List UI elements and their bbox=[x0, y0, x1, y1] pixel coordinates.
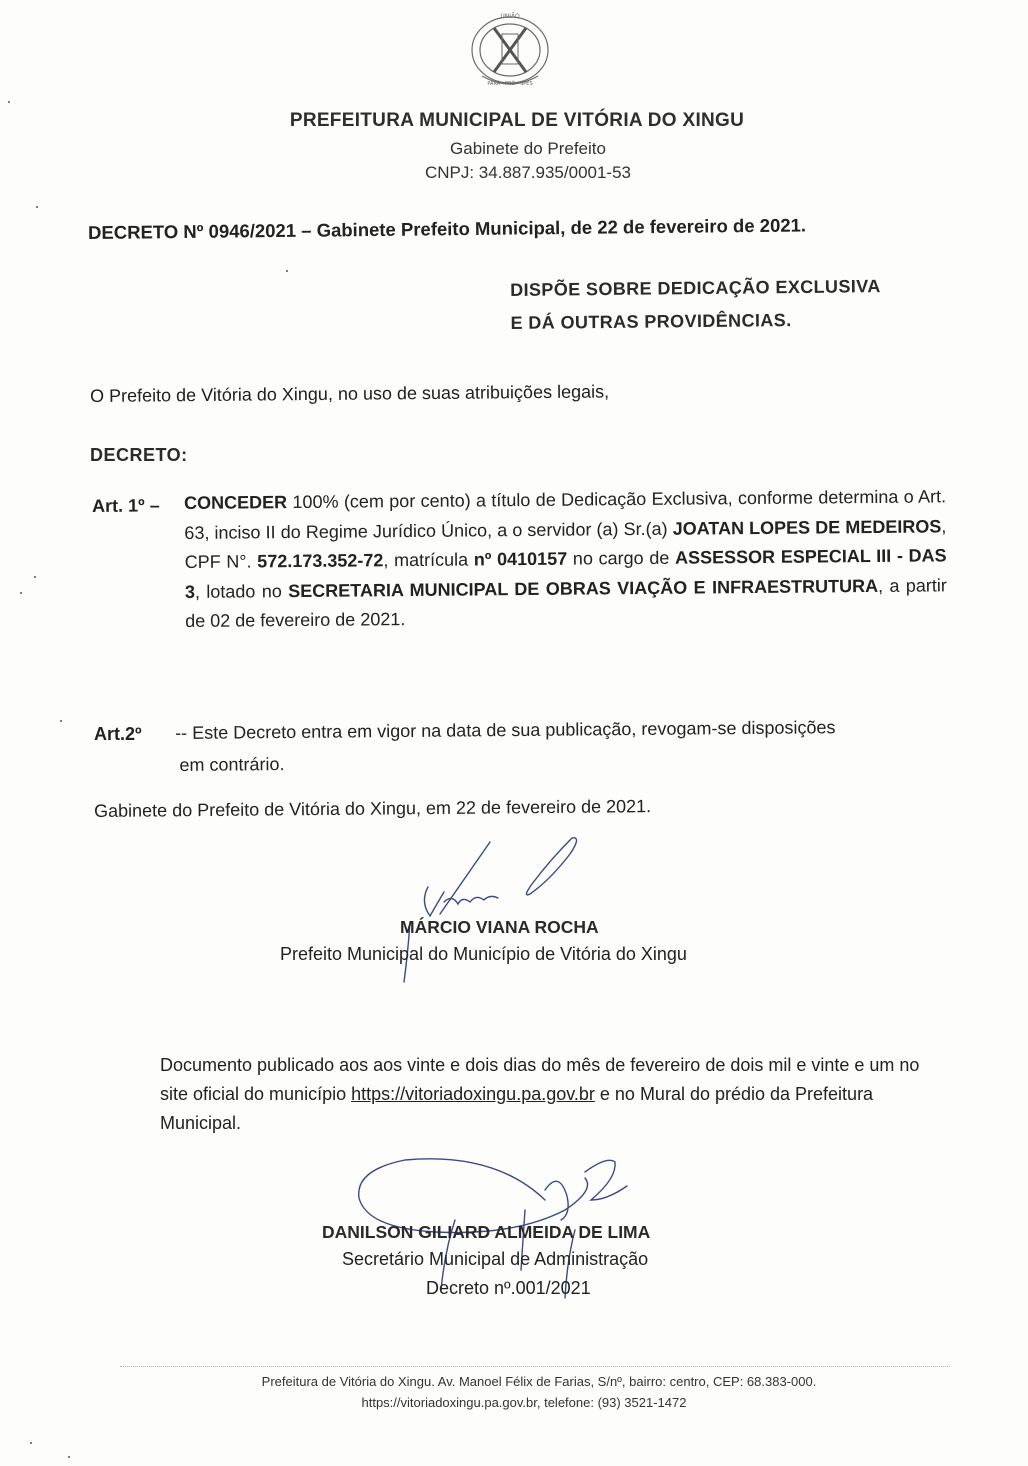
art1-verb: CONCEDER bbox=[184, 492, 288, 513]
signer-name: DANILSON GILIARD ALMEIDA DE LIMA bbox=[322, 1222, 651, 1242]
decreto-label: DECRETO: bbox=[90, 445, 188, 465]
ementa-line: DISPÕE SOBRE DEDICAÇÃO EXCLUSIVA bbox=[510, 276, 881, 300]
servant-secretaria: SECRETARIA MUNICIPAL DE OBRAS VIAÇÃO E INFRAESTRUTURA bbox=[288, 575, 879, 601]
art2-text-line: em contrário. bbox=[179, 754, 285, 775]
footer-contact: https://vitoriadoxingu.pa.gov.br, telefone: (93) 3521-1472 bbox=[361, 1395, 687, 1410]
servant-cargo: ASSESSOR ESPECIAL III - DAS 3 bbox=[184, 545, 947, 602]
art1-text: , a partir de 02 de fevereiro de 2021. bbox=[185, 574, 947, 631]
decree-title: DECRETO Nº 0946/2021 – Gabinete Prefeito Municipal, de 22 de fevereiro de 2021. bbox=[88, 214, 807, 243]
municipal-crest-icon bbox=[460, 6, 560, 96]
publication-text: e no Mural do prédio da Prefeitura Municipal. bbox=[160, 1084, 874, 1133]
publication-text: Documento publicado aos aos vinte e dois dias do mês de fevereiro de dois mil e vinte e um no site oficial do município bbox=[160, 1055, 920, 1104]
signature-mayor bbox=[400, 832, 600, 992]
scan-speck bbox=[68, 1456, 70, 1458]
article-2-label: Art.2º bbox=[94, 724, 142, 744]
publication-notice bbox=[160, 1051, 950, 1138]
footer-divider bbox=[120, 1366, 950, 1368]
article-1-label: Art. 1º – bbox=[92, 495, 160, 516]
article-2-body bbox=[175, 710, 948, 781]
website-link[interactable]: https://vitoriadoxingu.pa.gov.br bbox=[351, 1084, 595, 1104]
art2-dash: -- bbox=[175, 722, 193, 743]
decree-preamble: O Prefeito de Vitória do Xingu, no uso de suas atribuições legais, bbox=[90, 381, 610, 406]
scan-speck bbox=[36, 206, 38, 208]
art2-text-line: Este Decreto entra em vigor na data de sua publicação, revogam-se disposições bbox=[192, 717, 836, 743]
page-title: PREFEITURA MUNICIPAL DE VITÓRIA DO XINGU bbox=[289, 110, 745, 131]
servant-matricula: nº 0410157 bbox=[473, 548, 568, 570]
svg-text:UNIÃO: UNIÃO bbox=[500, 13, 520, 20]
signer-decree-ref: Decreto nº.001/2021 bbox=[426, 1278, 591, 1298]
art1-text: no cargo de bbox=[567, 547, 676, 569]
servant-name: JOATAN LOPES DE MEDEIROS bbox=[672, 515, 942, 539]
signer-name: MÁRCIO VIANA ROCHA bbox=[400, 917, 599, 937]
ementa-line: E DÁ OUTRAS PROVIDÊNCIAS. bbox=[510, 310, 792, 333]
header-cnpj: CNPJ: 34.887.935/0001-53 bbox=[424, 163, 632, 182]
header-subtitle: Gabinete do Prefeito bbox=[450, 139, 606, 158]
decree-ementa bbox=[510, 270, 881, 340]
servant-cpf: 572.173.352-72 bbox=[257, 550, 384, 572]
art1-text: , lotado no bbox=[194, 580, 289, 602]
scan-speck bbox=[34, 576, 36, 578]
svg-text:PARÁ · PRÓ · SPES: PARÁ · PRÓ · SPES bbox=[487, 81, 533, 87]
scan-speck bbox=[286, 270, 288, 272]
footer-address: Prefeitura de Vitória do Xingu. Av. Manoel Félix de Farias, S/nº, bairro: centro, CEP: 68.383-000. bbox=[261, 1374, 817, 1389]
scan-speck bbox=[20, 592, 22, 594]
art1-text: 100% (cem por cento) a título de Dedicação Exclusiva, conforme determina o Art. 63, inciso II do Regime Jurídico Único, a o servidor (a) Sr.(a) bbox=[184, 486, 947, 543]
signer-role: Secretário Municipal de Administração bbox=[342, 1249, 649, 1269]
article-1-body bbox=[184, 482, 947, 636]
art1-text: , CPF N°. bbox=[184, 515, 947, 572]
scan-speck bbox=[30, 1442, 32, 1444]
art1-text: , matrícula bbox=[383, 549, 474, 571]
place-date: Gabinete do Prefeito de Vitória do Xingu, em 22 de fevereiro de 2021. bbox=[94, 796, 652, 821]
scan-speck bbox=[60, 720, 62, 722]
scan-speck bbox=[8, 101, 10, 103]
signer-role: Prefeito Municipal do Município de Vitória do Xingu bbox=[280, 944, 687, 964]
